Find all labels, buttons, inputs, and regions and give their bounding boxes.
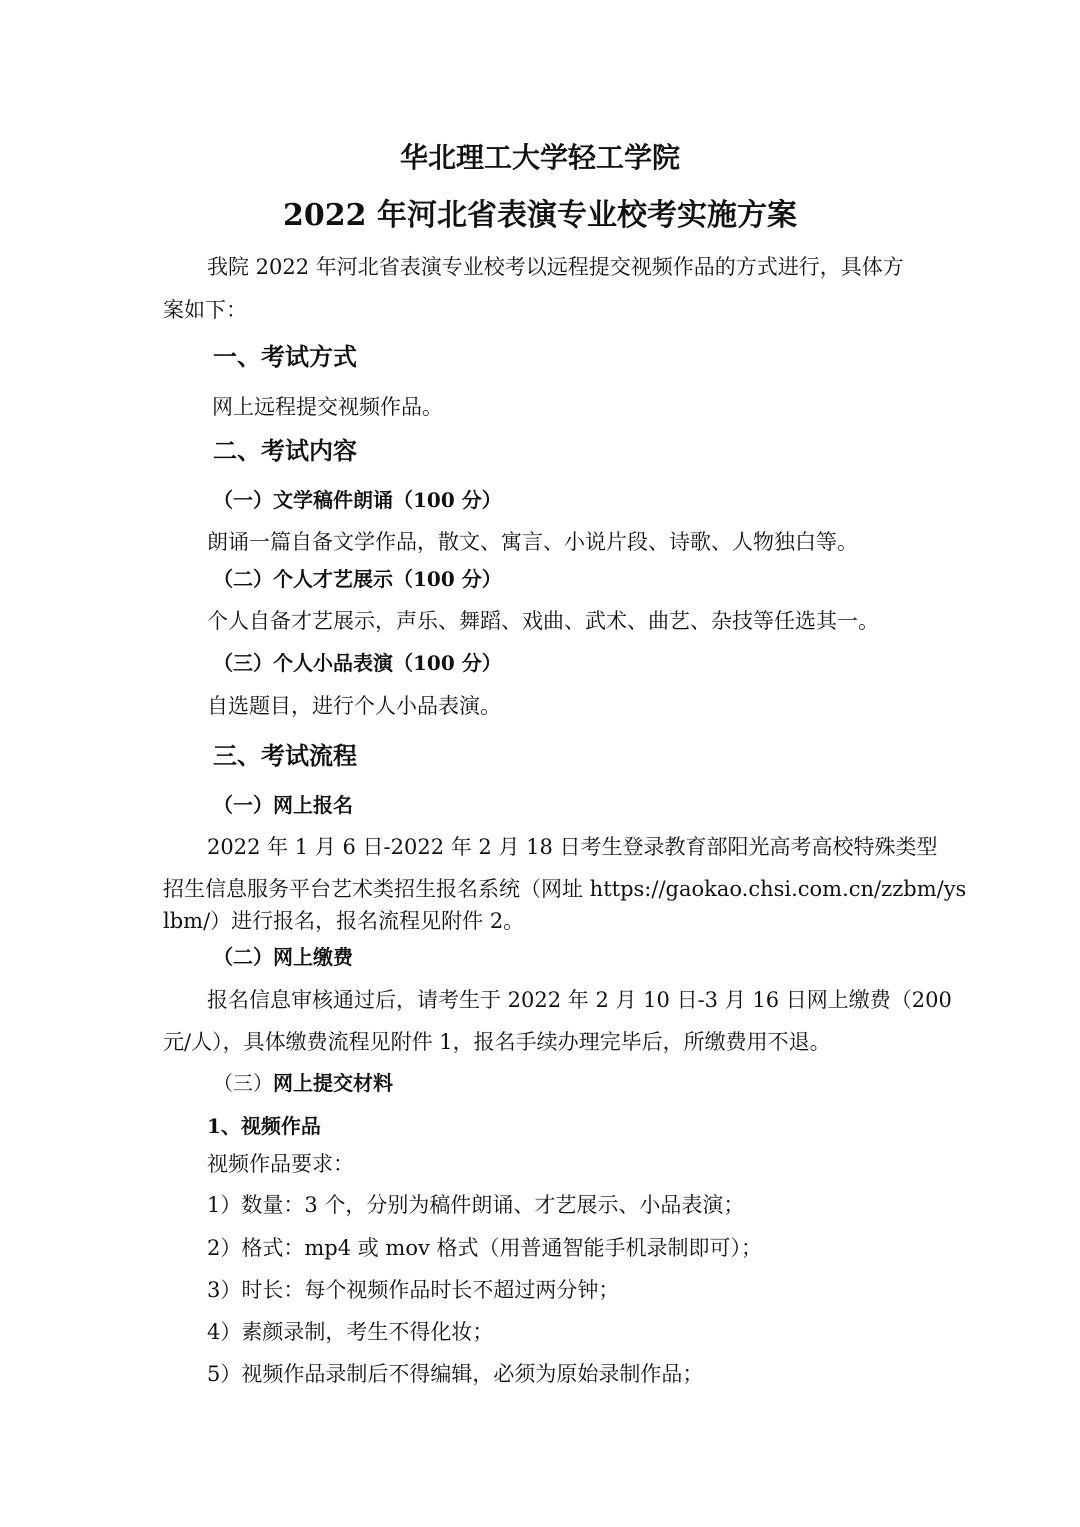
subsection-recitation-heading: （一）文学稿件朗诵（100 分）: [213, 488, 502, 512]
video-requirement-item: 5）视频作品录制后不得编辑，必须为原始录制作品；: [207, 1362, 704, 1386]
registration-line-1: 2022 年 1 月 6 日-2022 年 2 月 18 日考生登录教育部阳光高考高校特殊类型: [207, 835, 938, 859]
registration-heading: （一）网上报名: [213, 793, 353, 817]
materials-heading: [213, 1068, 393, 1098]
school-title: 华北理工大学轻工学院: [399, 141, 680, 174]
section-2-heading: 二、考试内容: [213, 436, 357, 465]
video-requirement-item: 1）数量：3 个，分别为稿件朗诵、才艺展示、小品表演；: [207, 1193, 745, 1217]
payment-line-1: 报名信息审核通过后，请考生于 2022 年 2 月 10 日-3 月 16 日网上缴费（200: [207, 988, 952, 1012]
payment-line-2: 元/人），具体缴费流程见附件 1，报名手续办理完毕后，所缴费用不退。: [163, 1030, 831, 1054]
subsection-talent-body: 个人自备才艺展示，声乐、舞蹈、戏曲、武术、曲艺、杂技等任选其一。: [207, 609, 879, 633]
intro-line-2: 案如下：: [163, 298, 247, 322]
intro-line-1: 我院 2022 年河北省表演专业校考以远程提交视频作品的方式进行，具体方: [207, 255, 904, 279]
registration-line-2: 招生信息服务平台艺术类招生报名系统（网址 https://gaokao.chsi.com.cn/zzbm/ys: [163, 877, 967, 901]
video-requirement-item: 2）格式：mp4 或 mov 格式（用普通智能手机录制即可）；: [207, 1236, 763, 1260]
section-1-heading: 一、考试方式: [213, 342, 357, 371]
video-requirement-item: 4）素颜录制，考生不得化妆；: [207, 1320, 494, 1344]
video-requirement-item: 3）时长：每个视频作品时长不超过两分钟；: [207, 1278, 620, 1302]
section-1-body: 网上远程提交视频作品。: [212, 395, 443, 419]
registration-line-3: lbm/）进行报名，报名流程见附件 2。: [163, 909, 525, 933]
section-3-heading: 三、考试流程: [213, 741, 357, 770]
subsection-sketch-heading: （三）个人小品表演（100 分）: [213, 651, 502, 675]
video-heading: 1、视频作品: [207, 1114, 321, 1138]
materials-heading-prefix: （三）: [213, 1071, 273, 1095]
video-requirements-label: 视频作品要求：: [207, 1152, 354, 1176]
plan-title: 2022 年河北省表演专业校考实施方案: [283, 198, 797, 233]
materials-heading-text: 网上提交材料: [273, 1071, 393, 1095]
subsection-recitation-body: 朗诵一篇自备文学作品，散文、寓言、小说片段、诗歌、人物独白等。: [207, 530, 858, 554]
payment-heading: （二）网上缴费: [213, 945, 353, 969]
subsection-sketch-body: 自选题目，进行个人小品表演。: [207, 694, 501, 718]
subsection-talent-heading: （二）个人才艺展示（100 分）: [213, 567, 502, 591]
